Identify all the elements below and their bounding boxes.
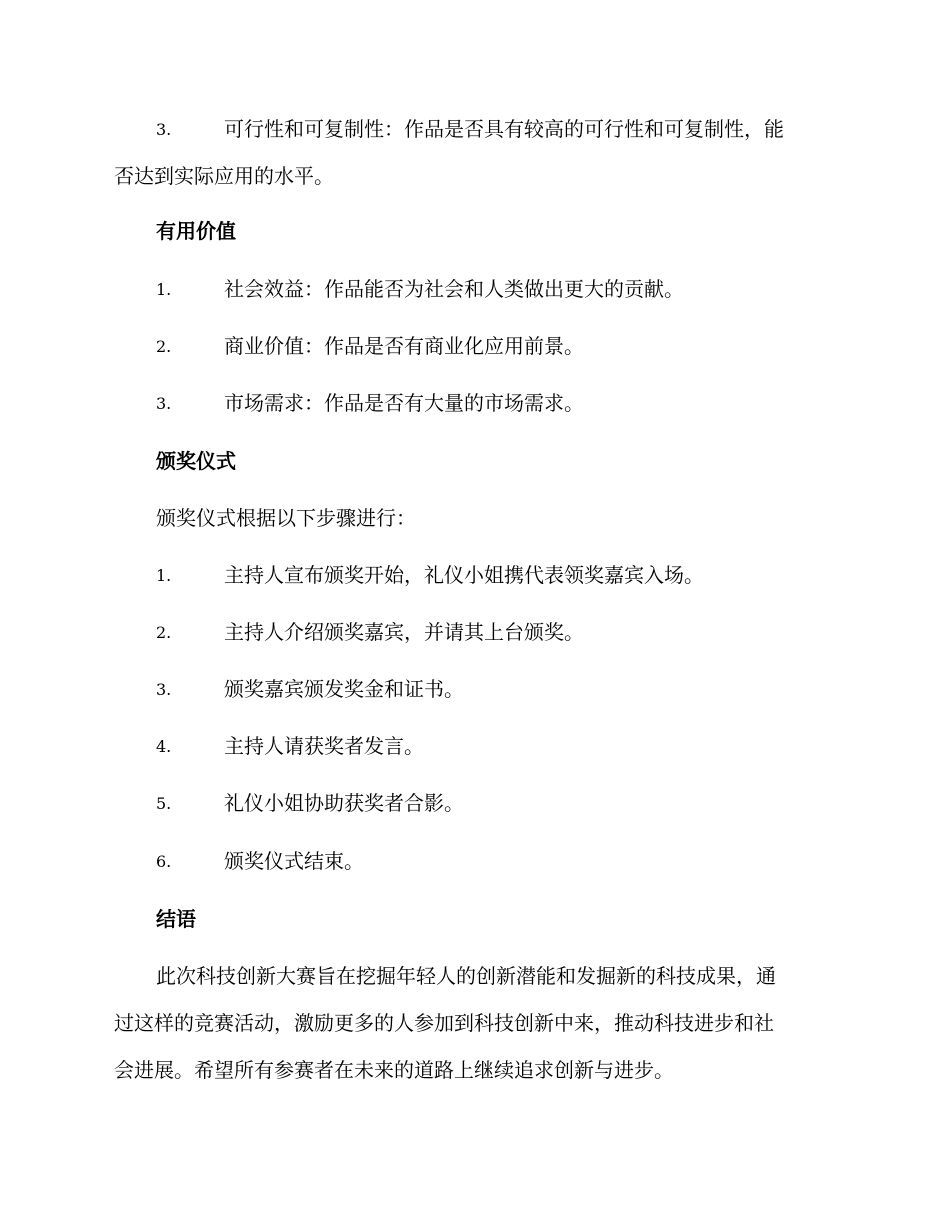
list-item-text-continuation: 否达到实际应用的水平。 <box>114 164 334 188</box>
list-item-text: 商业价值：作品是否有商业化应用前景。 <box>224 334 584 358</box>
list-item-text: 礼仪小姐协助获奖者合影。 <box>224 791 464 815</box>
conclusion-paragraph-line: 会进展。希望所有参赛者在未来的道路上继续追求创新与进步。 <box>114 1058 674 1082</box>
list-item-text: 社会效益：作品能否为社会和人类做出更大的贡献。 <box>224 277 684 301</box>
section-heading-ceremony: 颁奖仪式 <box>156 449 236 473</box>
list-item-text: 主持人介绍颁奖嘉宾，并请其上台颁奖。 <box>224 620 584 644</box>
list-number: 2. <box>156 623 172 642</box>
list-item-text: 可行性和可复制性：作品是否具有较高的可行性和可复制性，能 <box>224 117 784 141</box>
list-number: 1. <box>156 566 172 585</box>
list-item-text: 颁奖仪式结束。 <box>224 849 364 873</box>
list-number: 2. <box>156 337 172 356</box>
conclusion-paragraph-line: 过这样的竞赛活动，激励更多的人参加到科技创新中来，推动科技进步和社 <box>114 1011 774 1035</box>
section-heading-useful-value: 有用价值 <box>156 219 236 243</box>
list-number: 5. <box>156 794 172 813</box>
list-item-text: 主持人请获奖者发言。 <box>224 734 424 758</box>
list-number: 3. <box>156 680 172 699</box>
ceremony-intro: 颁奖仪式根据以下步骤进行： <box>156 506 416 530</box>
list-number: 3. <box>156 394 172 413</box>
list-item-text: 主持人宣布颁奖开始，礼仪小姐携代表领奖嘉宾入场。 <box>224 563 704 587</box>
section-heading-conclusion: 结语 <box>156 907 196 931</box>
list-number: 6. <box>156 852 172 871</box>
list-number: 4. <box>156 737 172 756</box>
list-item-text: 市场需求：作品是否有大量的市场需求。 <box>224 391 584 415</box>
conclusion-paragraph-line: 此次科技创新大赛旨在挖掘年轻人的创新潜能和发掘新的科技成果，通 <box>156 964 776 988</box>
list-number: 1. <box>156 280 172 299</box>
list-item-text: 颁奖嘉宾颁发奖金和证书。 <box>224 677 464 701</box>
list-number: 3. <box>156 120 172 139</box>
